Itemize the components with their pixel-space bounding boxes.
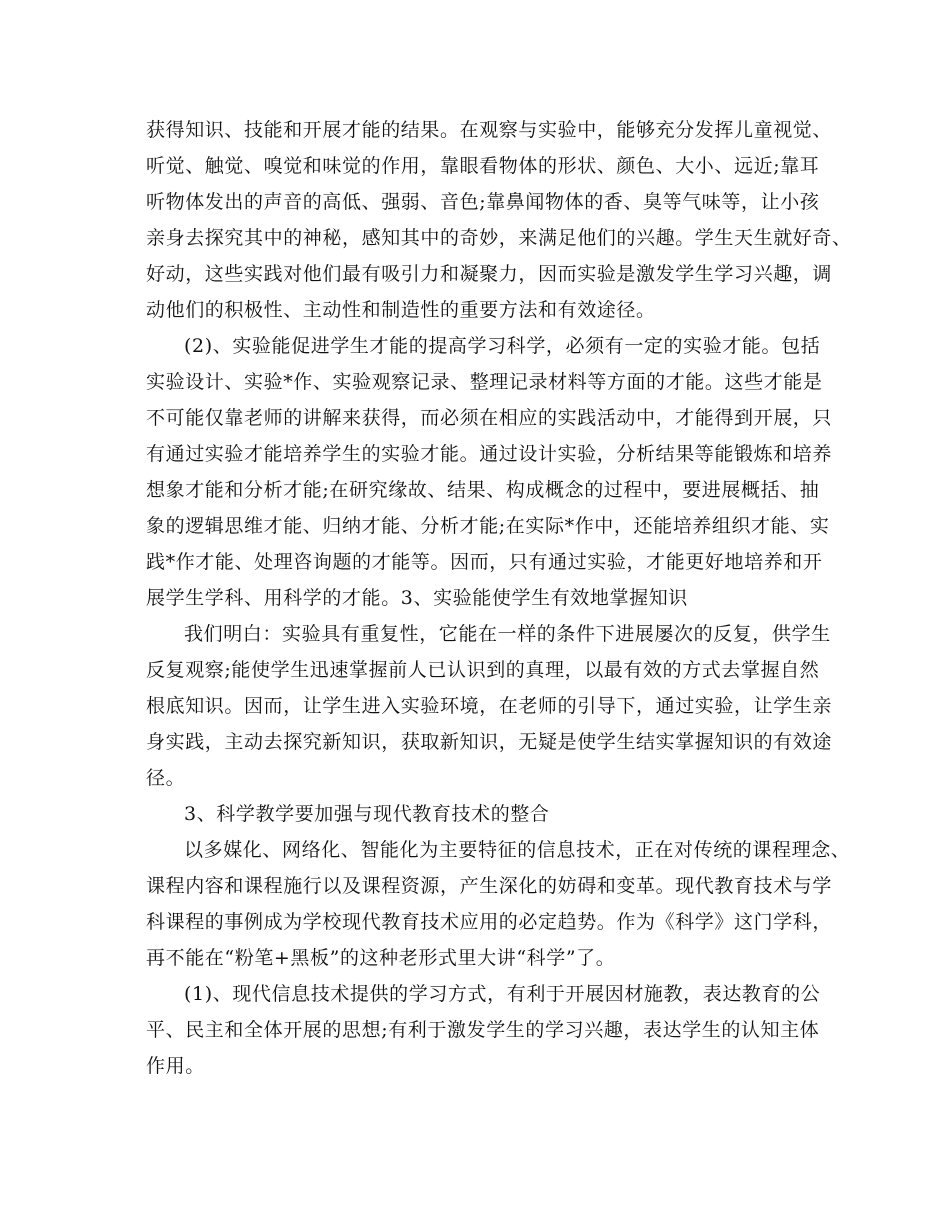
- text-line: 身实践，主动去探究新知识，获取新知识，无疑是使学生结实掌握知识的有效途: [146, 731, 833, 753]
- text-line: 我们明白：实验具有重复性，它能在一样的条件下进展屡次的反复，供学生: [184, 623, 831, 645]
- text-line: 实验设计、实验*作、实验观察记录、整理记录材料等方面的才能。这些才能是: [146, 371, 823, 393]
- section-heading: 3、科学教学要加强与现代教育技术的整合: [184, 803, 550, 825]
- text-line: 象的逻辑思维才能、归纳才能、分析才能;在实际*作中，还能培养组织才能、实: [146, 515, 830, 537]
- text-line: 课程内容和课程施行以及课程资源，产生深化的妨碍和变革。现代教育技术与学: [146, 875, 833, 897]
- text-line: 获得知识、技能和开展才能的结果。在观察与实验中，能够充分发挥儿童视觉、: [146, 119, 833, 141]
- text-line: 展学生学科、用科学的才能。3、实验能使学生有效地掌握知识: [146, 587, 688, 609]
- text-line: 科课程的事例成为学校现代教育技术应用的必定趋势。作为《科学》这门学科，: [146, 911, 833, 933]
- text-line: 想象才能和分析才能;在研究缘故、结果、构成概念的过程中，要进展概括、抽: [146, 479, 820, 501]
- text-line: 以多媒化、网络化、智能化为主要特征的信息技术，正在对传统的课程理念、: [184, 839, 851, 861]
- text-line: (2)、实验能促进学生才能的提高学习科学，必须有一定的实验才能。包括: [184, 335, 821, 357]
- text-line: 有通过实验才能培养学生的实验才能。通过设计实验，分析结果等能锻炼和培养: [146, 443, 833, 465]
- text-line: 再不能在“粉笔+黑板”的这种老形式里大讲“科学”了。: [146, 947, 616, 969]
- text-line: 根底知识。因而，让学生进入实验环境，在老师的引导下，通过实验，让学生亲: [146, 695, 833, 717]
- text-line: 作用。: [146, 1055, 205, 1077]
- text-line: 践*作才能、处理咨询题的才能等。因而，只有通过实验，才能更好地培养和开: [146, 551, 823, 573]
- text-line: 听物体发出的声音的高低、强弱、音色;靠鼻闻物体的香、臭等气味等，让小孩: [146, 191, 820, 213]
- text-line: 平、民主和全体开展的思想;有利于激发学生的学习兴趣，表达学生的认知主体: [146, 1019, 820, 1041]
- text-line: (1)、现代信息技术提供的学习方式，有利于开展因材施教，表达教育的公: [184, 983, 821, 1005]
- text-line: 好动，这些实践对他们最有吸引力和凝聚力，因而实验是激发学生学习兴趣，调: [146, 263, 833, 285]
- text-line: 径。: [146, 767, 186, 789]
- text-line: 反复观察;能使学生迅速掌握前人已认识到的真理，以最有效的方式去掌握自然: [146, 659, 820, 681]
- text-line: 亲身去探究其中的神秘，感知其中的奇妙，来满足他们的兴趣。学生天生就好奇、: [146, 227, 852, 249]
- text-line: 动他们的积极性、主动性和制造性的重要方法和有效途径。: [146, 299, 656, 321]
- text-line: 不可能仅靠老师的讲解来获得，而必须在相应的实践活动中，才能得到开展，只: [146, 407, 833, 429]
- text-line: 听觉、触觉、嗅觉和味觉的作用，靠眼看物体的形状、颜色、大小、远近;靠耳: [146, 155, 820, 177]
